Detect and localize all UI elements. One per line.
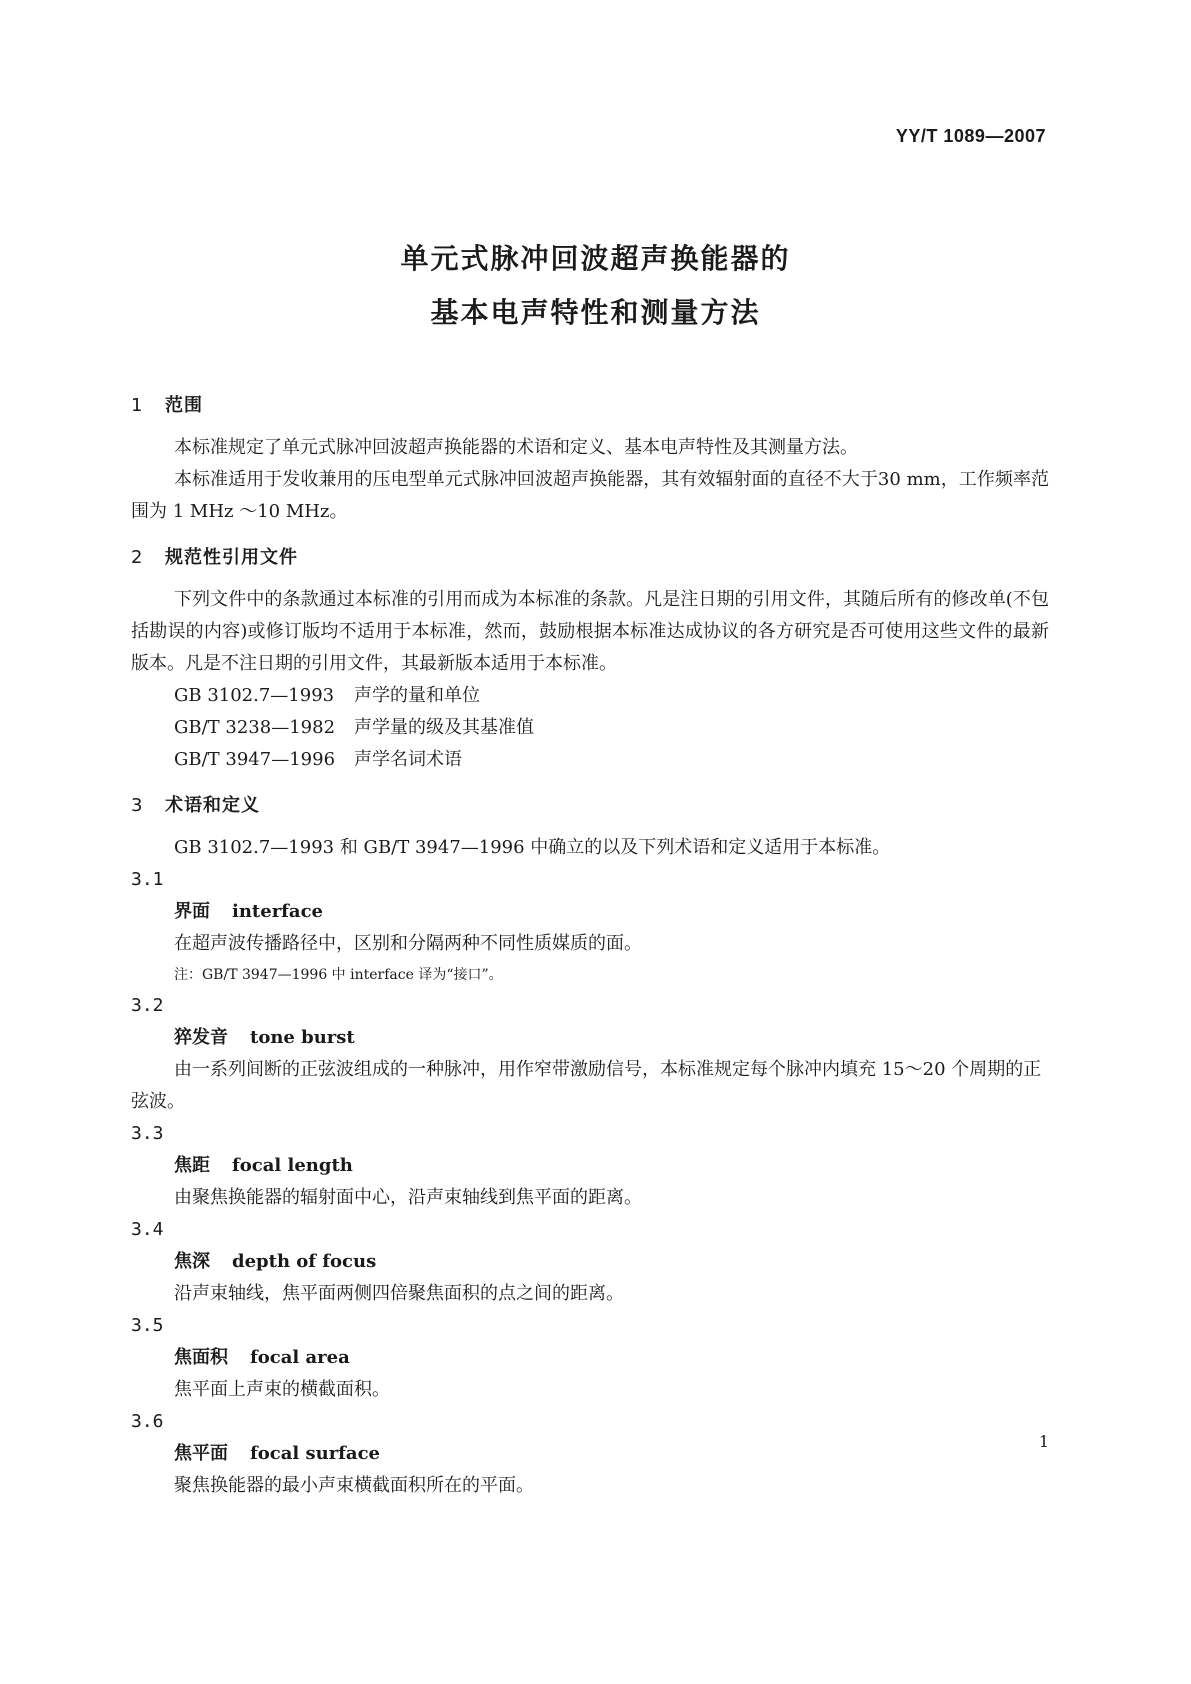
- term-en: focal surface: [250, 1443, 380, 1464]
- term-number: 3.2: [131, 995, 164, 1016]
- reference-code: GB 3102.7—1993: [174, 685, 335, 706]
- page-number: 1: [1038, 1432, 1049, 1451]
- section-number: 3: [131, 795, 144, 816]
- reference-code: GB/T 3947—1996: [174, 749, 336, 770]
- document-body: [131, 390, 1049, 1502]
- reference-item: [131, 712, 1049, 744]
- section-heading-scope: [131, 390, 1049, 422]
- section-number: 2: [131, 547, 144, 568]
- term-en: depth of focus: [232, 1251, 377, 1272]
- reference-item: [131, 680, 1049, 712]
- term-name: [131, 1150, 1049, 1182]
- term-zh: 焦面积: [174, 1347, 228, 1368]
- paragraph: 下列文件中的条款通过本标准的引用而成为本标准的条款。凡是注日期的引用文件，其随后所有的修改单(不包括勘误的内容)或修订版均不适用于本标准，然而，鼓励根据本标准达成协议的各方研究是否可使用这些文件的最新版本。凡是不注日期的引用文件，其最新版本适用于本标准。: [131, 589, 1049, 674]
- term-en: focal length: [232, 1155, 353, 1176]
- term-name: [131, 896, 1049, 928]
- term-zh: 焦平面: [174, 1443, 228, 1464]
- section-title: 术语和定义: [165, 795, 260, 816]
- term-en: interface: [232, 901, 323, 922]
- document-title: [0, 232, 1191, 340]
- title-line-2: 基本电声特性和测量方法: [430, 296, 761, 329]
- term-en: tone burst: [250, 1027, 355, 1048]
- section-heading-terms-definitions: [131, 790, 1049, 822]
- term-definition: 在超声波传播路径中，区别和分隔两种不同性质媒质的面。: [174, 933, 642, 954]
- term-name: [131, 1438, 1049, 1470]
- term-name: [131, 1342, 1049, 1374]
- term-zh: 焦距: [174, 1155, 210, 1176]
- term-number: 3.5: [131, 1315, 164, 1336]
- term-name: [131, 1246, 1049, 1278]
- term-en: focal area: [250, 1347, 350, 1368]
- reference-title: 声学名词术语: [354, 749, 462, 770]
- section-heading-normative-references: [131, 542, 1049, 574]
- term-zh: 界面: [174, 901, 210, 922]
- standard-code: YY/T 1089—2007: [895, 126, 1046, 146]
- reference-title: 声学量的级及其基准值: [354, 717, 534, 738]
- term-number: 3.3: [131, 1123, 164, 1144]
- reference-title: 声学的量和单位: [354, 685, 480, 706]
- paragraph: 本标准规定了单元式脉冲回波超声换能器的术语和定义、基本电声特性及其测量方法。: [174, 437, 858, 458]
- term-note: 注：GB/T 3947—1996 中 interface 译为“接口”。: [174, 967, 503, 983]
- term-definition: 聚焦换能器的最小声束横截面积所在的平面。: [174, 1475, 534, 1496]
- section-number: 1: [131, 395, 144, 416]
- term-definition: 焦平面上声束的横截面积。: [174, 1379, 390, 1400]
- title-line-1: 单元式脉冲回波超声换能器的: [400, 242, 791, 275]
- paragraph: 本标准适用于发收兼用的压电型单元式脉冲回波超声换能器，其有效辐射面的直径不大于30 mm，工作频率范围为 1 MHz ～10 MHz。: [131, 469, 1049, 522]
- term-definition: 沿声束轴线，焦平面两侧四倍聚焦面积的点之间的距离。: [174, 1283, 624, 1304]
- reference-code: GB/T 3238—1982: [174, 717, 336, 738]
- paragraph: GB 3102.7—1993 和 GB/T 3947—1996 中确立的以及下列术语和定义适用于本标准。: [174, 837, 891, 858]
- term-zh: 焦深: [174, 1251, 210, 1272]
- term-number: 3.4: [131, 1219, 164, 1240]
- term-definition: 由一系列间断的正弦波组成的一种脉冲，用作窄带激励信号，本标准规定每个脉冲内填充 15～20 个周期的正弦波。: [131, 1059, 1042, 1112]
- term-name: [131, 1022, 1049, 1054]
- term-number: 3.1: [131, 869, 164, 890]
- reference-item: [131, 744, 1049, 776]
- section-title: 范围: [165, 395, 203, 416]
- term-number: 3.6: [131, 1411, 164, 1432]
- section-title: 规范性引用文件: [165, 547, 298, 568]
- term-definition: 由聚焦换能器的辐射面中心，沿声束轴线到焦平面的距离。: [174, 1187, 642, 1208]
- term-zh: 猝发音: [174, 1027, 228, 1048]
